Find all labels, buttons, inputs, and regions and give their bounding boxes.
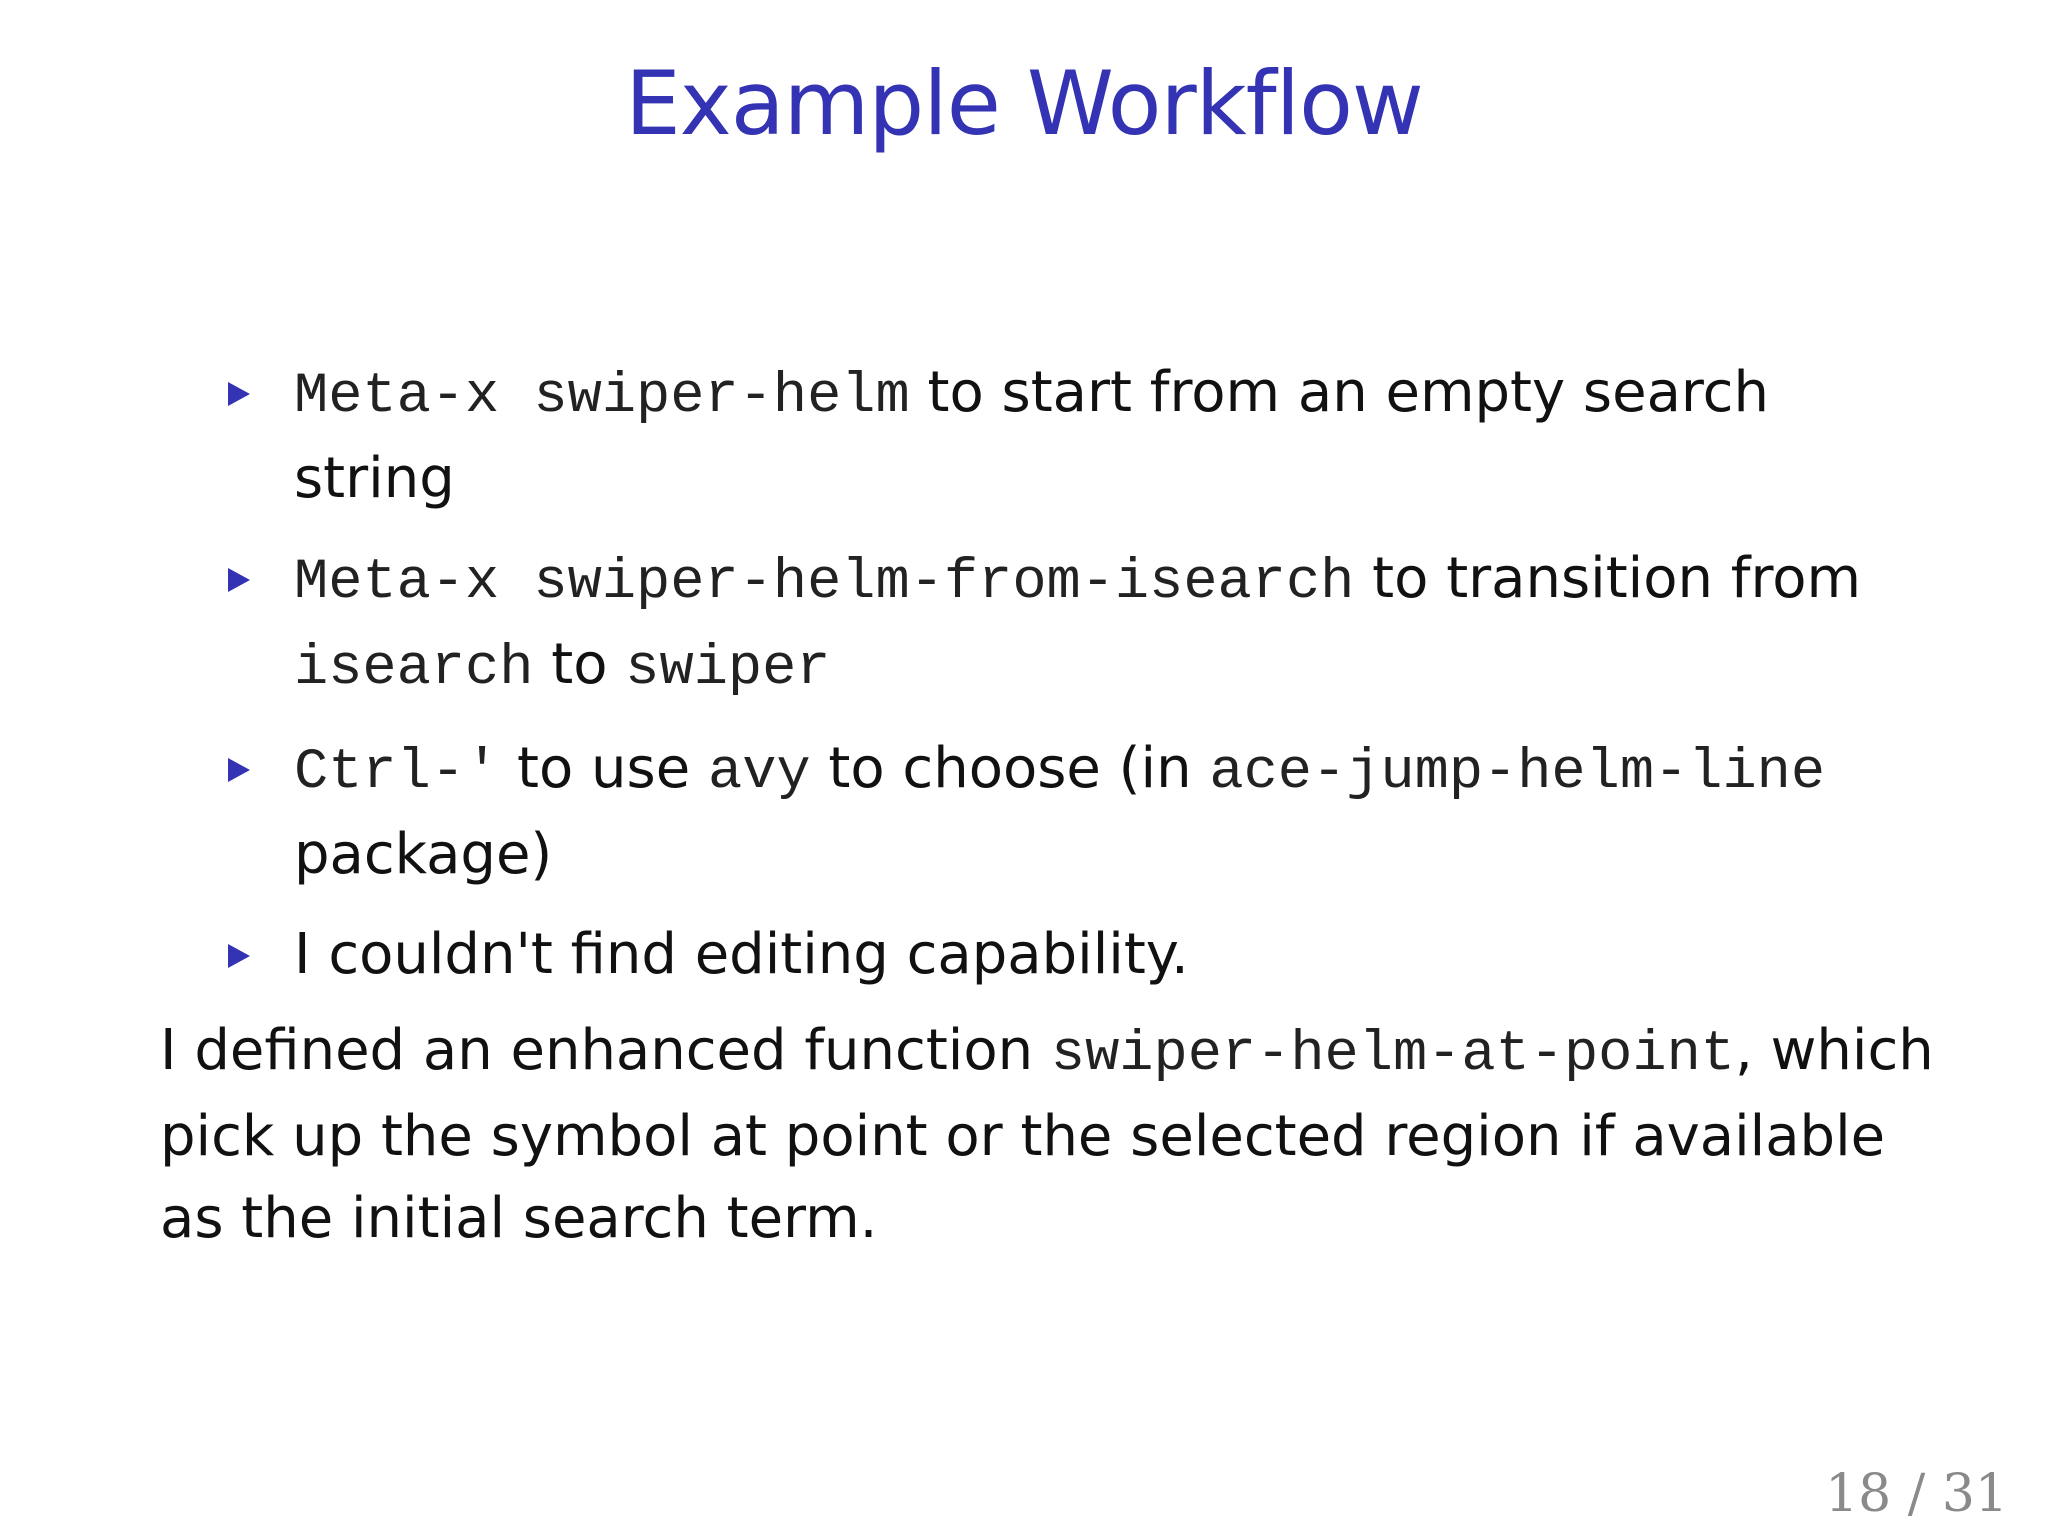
- bullet-text: to use: [499, 736, 708, 801]
- code-term: isearch: [294, 637, 534, 701]
- code-keybinding: Ctrl-': [294, 741, 500, 805]
- summary-paragraph: [160, 1010, 1940, 1260]
- code-function: swiper-helm-at-point: [1050, 1023, 1736, 1087]
- slide-title: Example Workflow: [625, 52, 1423, 155]
- paragraph-text: , which pick up the symbol at point or the selected region if available as the initial search term.: [160, 1018, 1934, 1251]
- triangle-bullet-icon: [228, 568, 250, 592]
- bullet-text: to transition from: [1354, 546, 1862, 611]
- code-command: Meta-x swiper-helm-from-isearch: [294, 551, 1355, 615]
- bullet-list: [228, 352, 1928, 1014]
- code-command: Meta-x swiper-helm: [294, 365, 910, 429]
- triangle-bullet-icon: [228, 944, 250, 968]
- bullet-item: [228, 352, 1928, 520]
- bullet-item: [228, 728, 1928, 896]
- bullet-text: to: [533, 632, 626, 697]
- bullet-text: I couldn't find editing capability.: [294, 922, 1189, 987]
- bullet-text: package): [294, 822, 553, 887]
- bullet-item: [228, 914, 1928, 996]
- bullet-item: [228, 538, 1928, 710]
- bullet-text: to choose (in: [810, 736, 1210, 801]
- paragraph-text: I defined an enhanced function: [160, 1018, 1051, 1083]
- code-term: avy: [707, 741, 811, 805]
- page-number: 18 / 31: [1825, 1464, 2008, 1524]
- bullet-text: to start from an empty search string: [294, 360, 1769, 511]
- code-package: ace-jump-helm-line: [1209, 741, 1826, 805]
- triangle-bullet-icon: [228, 382, 250, 406]
- code-term: swiper: [625, 637, 831, 701]
- triangle-bullet-icon: [228, 758, 250, 782]
